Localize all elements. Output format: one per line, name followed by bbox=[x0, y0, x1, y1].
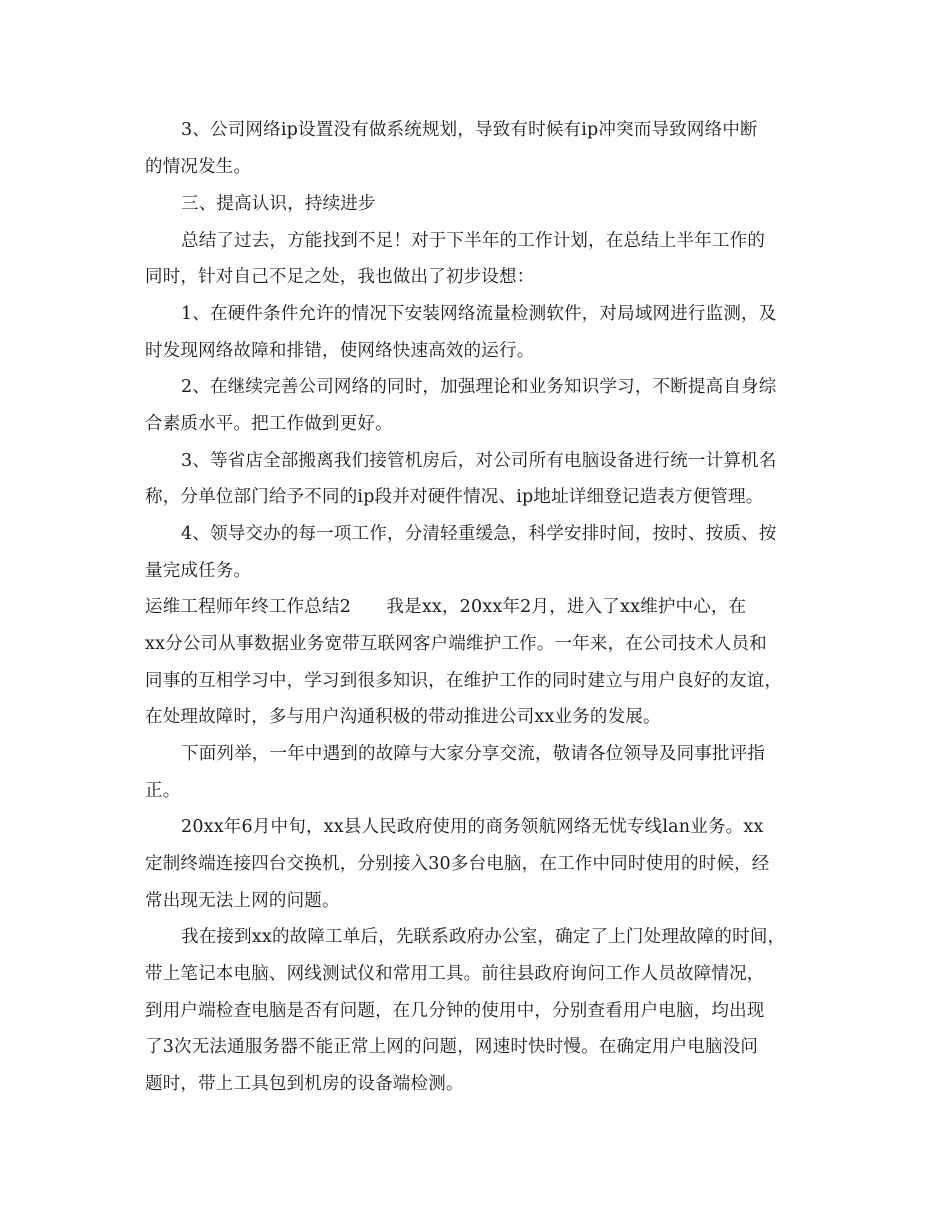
paragraph-line: 3、公司网络ip设置没有做系统规划，导致有时候有ip冲突而导致网络中断 bbox=[181, 120, 758, 140]
paragraph-line: 3、等省店全部搬离我们接管机房后，对公司所有电脑设备进行统一计算机名 bbox=[181, 451, 777, 471]
paragraph-line: 1、在硬件条件允许的情况下安装网络流量检测软件，对局域网进行监测，及 bbox=[181, 304, 777, 324]
paragraph-line: 了3次无法通服务器不能正常上网的问题，网速时快时慢。在确定用户电脑没问 bbox=[145, 1037, 759, 1057]
paragraph-line: 下面列举，一年中遇到的故障与大家分享交流，敬请各位领导及同事批评指 bbox=[181, 744, 766, 764]
paragraph-line: 的情况发生。 bbox=[145, 157, 252, 177]
paragraph-line: xx分公司从事数据业务宽带互联网客户端维护工作。一年来，在公司技术人员和 bbox=[145, 634, 767, 654]
paragraph-line: 同时，针对自己不足之处，我也做出了初步设想： bbox=[145, 267, 535, 287]
paragraph-line: 带上笔记本电脑、网线测试仪和常用工具。前往县政府询问工作人员故障情况， bbox=[145, 964, 765, 984]
heading-line: 运维工程师年终工作总结2 我是xx，20xx年2月，进入了xx维护中心，在 bbox=[145, 597, 747, 617]
paragraph-line: 到用户端检查电脑是否有问题，在几分钟的使用中，分别查看用户电脑，均出现 bbox=[145, 1001, 765, 1021]
paragraph-line: 定制终端连接四台交换机，分别接入30多台电脑，在工作中同时使用的时候，经 bbox=[145, 854, 770, 874]
paragraph-line: 合素质水平。把工作做到更好。 bbox=[145, 414, 393, 434]
paragraph-line: 时发现网络故障和排错，使网络快速高效的运行。 bbox=[145, 341, 535, 361]
paragraph-line: 我在接到xx的故障工单后，先联系政府办公室，确定了上门处理故障的时间， bbox=[181, 927, 786, 947]
paragraph-line: 4、领导交办的每一项工作，分清轻重缓急，科学安排时间，按时、按质、按 bbox=[181, 524, 777, 544]
paragraph-line: 量完成任务。 bbox=[145, 561, 252, 581]
section-heading: 三、提高认识，持续进步 bbox=[181, 194, 376, 214]
paragraph-line: 总结了过去，方能找到不足！对于下半年的工作计划，在总结上半年工作的 bbox=[181, 231, 766, 251]
paragraph-line: 同事的互相学习中，学习到很多知识，在维护工作的同时建立与用户良好的友谊， bbox=[145, 671, 783, 691]
paragraph-line: 在处理故障时，多与用户沟通积极的带动推进公司xx业务的发展。 bbox=[145, 707, 661, 727]
paragraph-line: 题时，带上工具包到机房的设备端检测。 bbox=[145, 1074, 464, 1094]
paragraph-line: 正。 bbox=[145, 781, 181, 801]
paragraph-line: 20xx年6月中旬，xx县人民政府使用的商务领航网络无忧专线lan业务。xx bbox=[181, 817, 764, 837]
paragraph-line: 2、在继续完善公司网络的同时，加强理论和业务知识学习，不断提高自身综 bbox=[181, 377, 777, 397]
paragraph-line: 称，分单位部门给予不同的ip段并对硬件情况、ip地址详细登记造表方便管理。 bbox=[145, 487, 764, 507]
paragraph-line: 常出现无法上网的问题。 bbox=[145, 891, 340, 911]
